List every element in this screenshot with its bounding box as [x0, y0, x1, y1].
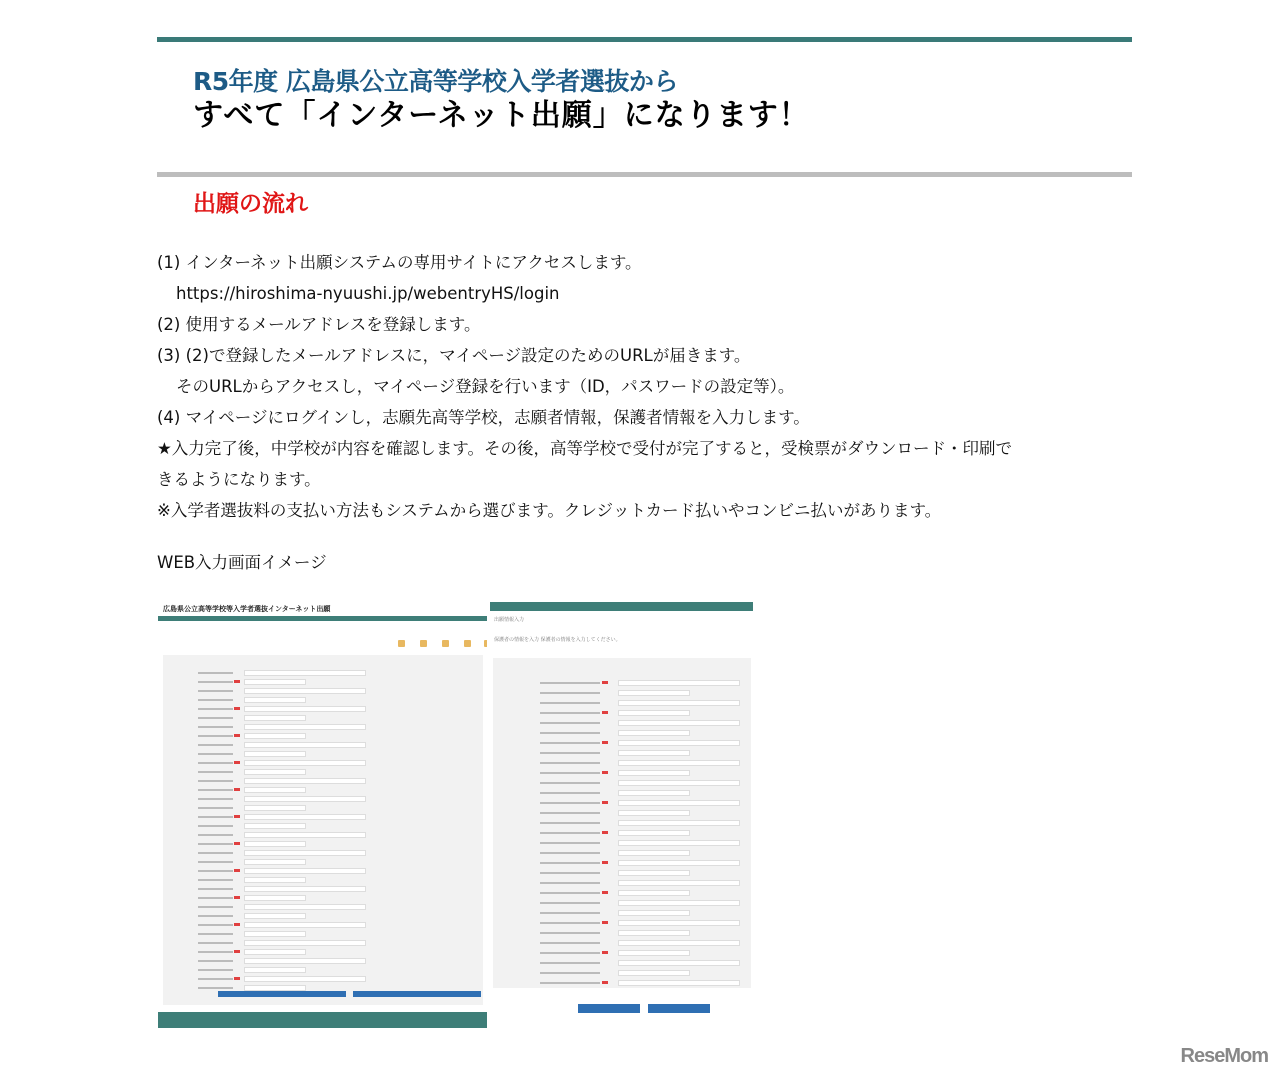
- required-badge: [602, 771, 608, 774]
- progress-step-icon: [420, 640, 427, 647]
- page-subtitle: R5年度 広島県公立高等学校入学者選抜から: [193, 67, 678, 96]
- form-input: [618, 810, 690, 816]
- required-badge: [234, 977, 240, 980]
- form-label: [540, 902, 600, 904]
- form-label: [198, 825, 233, 827]
- form-input: [244, 913, 306, 919]
- form-label: [198, 681, 233, 683]
- screenshot-header-bar: [490, 602, 753, 611]
- required-badge: [602, 891, 608, 894]
- form-label: [540, 972, 600, 974]
- form-label: [540, 802, 600, 804]
- required-badge: [234, 869, 240, 872]
- form-label: [540, 692, 600, 694]
- form-input: [618, 970, 690, 976]
- form-label: [540, 842, 600, 844]
- form-input: [618, 960, 740, 966]
- form-label: [540, 962, 600, 964]
- form-input: [244, 823, 306, 829]
- form-label: [198, 771, 233, 773]
- form-label: [198, 807, 233, 809]
- form-label: [540, 782, 600, 784]
- form-label: [198, 978, 233, 980]
- note-payment: ※入学者選抜料の支払い方法もシステムから選びます。クレジットカード払いやコンビニ払いがあります。: [157, 501, 942, 520]
- required-badge: [602, 741, 608, 744]
- form-input: [244, 688, 366, 694]
- form-input: [618, 760, 740, 766]
- form-label: [540, 682, 600, 684]
- required-badge: [234, 761, 240, 764]
- form-label: [540, 882, 600, 884]
- form-label: [540, 702, 600, 704]
- form-label: [198, 744, 233, 746]
- form-input: [244, 940, 366, 946]
- form-label: [540, 892, 600, 894]
- form-input: [244, 949, 306, 955]
- screenshot-header: 出願情報入力: [494, 617, 525, 623]
- form-label: [198, 690, 233, 692]
- required-badge: [234, 707, 240, 710]
- form-input: [244, 832, 366, 838]
- form-label: [198, 726, 233, 728]
- web-form-screenshot-right: [490, 602, 753, 1025]
- form-label: [198, 834, 233, 836]
- form-label: [198, 987, 233, 989]
- form-label: [198, 798, 233, 800]
- form-input: [244, 814, 366, 820]
- form-label: [540, 852, 600, 854]
- form-label: [540, 792, 600, 794]
- step-2: (2) 使用するメールアドレスを登録します。: [157, 315, 481, 334]
- form-label: [540, 732, 600, 734]
- form-label: [198, 708, 233, 710]
- screenshot-title: 広島県公立高等学校等入学者選抜インターネット出願: [163, 605, 331, 613]
- form-input: [618, 690, 690, 696]
- required-badge: [234, 680, 240, 683]
- page-title: すべて「インターネット出願」になります！: [193, 98, 810, 133]
- required-badge: [234, 896, 240, 899]
- form-label: [540, 722, 600, 724]
- form-label: [540, 822, 600, 824]
- form-input: [618, 770, 690, 776]
- screenshot-note: 保護者の情報を入力 保護者の情報を入力してください。: [494, 637, 621, 643]
- form-input: [244, 751, 306, 757]
- form-label: [540, 742, 600, 744]
- form-label: [198, 888, 233, 890]
- step-3: (3) (2)で登録したメールアドレスに，マイページ設定のためのURLが届きます。: [157, 346, 751, 365]
- form-input: [244, 796, 366, 802]
- form-label: [540, 862, 600, 864]
- top-divider: [157, 37, 1132, 42]
- login-url[interactable]: https://hiroshima-nyuushi.jp/webentryHS/login: [176, 284, 560, 303]
- form-label: [198, 942, 233, 944]
- form-label: [198, 915, 233, 917]
- required-badge: [602, 711, 608, 714]
- form-label: [540, 952, 600, 954]
- form-input: [244, 724, 366, 730]
- progress-step-icon: [398, 640, 405, 647]
- form-label: [540, 812, 600, 814]
- form-label: [198, 717, 233, 719]
- step-3-detail: そのURLからアクセスし，マイページ登録を行います（ID，パスワードの設定等）。: [176, 377, 795, 396]
- required-badge: [234, 923, 240, 926]
- form-label: [198, 951, 233, 953]
- progress-step-icon: [442, 640, 449, 647]
- form-input: [618, 680, 740, 686]
- form-input: [618, 740, 740, 746]
- required-badge: [602, 981, 608, 984]
- form-input: [618, 800, 740, 806]
- section-divider: [157, 172, 1132, 177]
- required-badge: [234, 842, 240, 845]
- progress-step-icon: [484, 640, 487, 647]
- form-input: [618, 830, 690, 836]
- form-input: [618, 920, 740, 926]
- form-input: [244, 967, 306, 973]
- required-badge: [602, 861, 608, 864]
- required-badge: [602, 831, 608, 834]
- form-label: [198, 924, 233, 926]
- screenshot-header-bar: [158, 616, 487, 621]
- form-input: [244, 769, 306, 775]
- required-badge: [234, 950, 240, 953]
- form-input: [244, 742, 366, 748]
- back-button: [218, 991, 346, 997]
- form-label: [198, 879, 233, 881]
- next-button: [648, 1004, 710, 1013]
- form-label: [198, 861, 233, 863]
- required-badge: [234, 788, 240, 791]
- section-heading: 出願の流れ: [193, 191, 308, 217]
- form-input: [244, 715, 306, 721]
- form-input: [618, 890, 690, 896]
- form-label: [198, 789, 233, 791]
- form-input: [618, 820, 740, 826]
- next-button: [353, 991, 481, 997]
- form-label: [540, 712, 600, 714]
- back-button: [578, 1004, 640, 1013]
- form-label: [198, 762, 233, 764]
- form-label: [198, 933, 233, 935]
- note-star: ★入力完了後，中学校が内容を確認します。その後，高等学校で受付が完了すると，受検票がダウンロード・印刷で: [157, 439, 1012, 458]
- form-label: [198, 870, 233, 872]
- required-badge: [602, 801, 608, 804]
- required-badge: [602, 681, 608, 684]
- form-input: [244, 670, 366, 676]
- form-input: [618, 880, 740, 886]
- form-input: [618, 730, 690, 736]
- form-label: [540, 832, 600, 834]
- form-input: [244, 859, 306, 865]
- form-label: [540, 762, 600, 764]
- form-input: [244, 931, 306, 937]
- form-label: [540, 872, 600, 874]
- form-input: [244, 679, 306, 685]
- form-input: [244, 868, 366, 874]
- form-input: [244, 904, 366, 910]
- form-label: [540, 922, 600, 924]
- flow-steps: [157, 247, 1137, 526]
- form-input: [244, 850, 366, 856]
- form-label: [198, 906, 233, 908]
- form-label: [540, 912, 600, 914]
- form-input: [244, 697, 306, 703]
- form-input: [244, 976, 366, 982]
- step-1: (1) インターネット出願システムの専用サイトにアクセスします。: [157, 253, 642, 272]
- form-input: [618, 720, 740, 726]
- form-label: [198, 699, 233, 701]
- web-form-screenshot-left: [158, 600, 487, 1028]
- form-input: [244, 733, 306, 739]
- form-input: [244, 706, 366, 712]
- progress-step-icon: [464, 640, 471, 647]
- form-input: [618, 840, 740, 846]
- required-badge: [234, 734, 240, 737]
- form-input: [244, 922, 366, 928]
- form-input: [618, 850, 690, 856]
- form-label: [198, 735, 233, 737]
- form-input: [618, 790, 690, 796]
- form-label: [540, 932, 600, 934]
- required-badge: [602, 951, 608, 954]
- form-input: [244, 760, 366, 766]
- form-label: [540, 752, 600, 754]
- form-input: [618, 950, 690, 956]
- form-label: [198, 780, 233, 782]
- form-label: [198, 960, 233, 962]
- form-label: [198, 816, 233, 818]
- required-badge: [234, 815, 240, 818]
- screenshot-footer: [158, 1012, 487, 1028]
- form-label: [198, 852, 233, 854]
- form-input: [618, 750, 690, 756]
- form-input: [618, 710, 690, 716]
- form-label: [540, 772, 600, 774]
- form-input: [618, 930, 690, 936]
- form-input: [618, 780, 740, 786]
- note-star-cont: きるようになります。: [157, 470, 321, 489]
- form-label: [540, 942, 600, 944]
- form-label: [198, 897, 233, 899]
- form-input: [618, 860, 740, 866]
- form-input: [244, 877, 306, 883]
- form-input: [618, 940, 740, 946]
- form-label: [540, 982, 600, 984]
- form-label: [198, 969, 233, 971]
- resemom-logo: ReseMom: [1180, 1045, 1268, 1067]
- step-4: (4) マイページにログインし，志願先高等学校，志願者情報，保護者情報を入力します。: [157, 408, 810, 427]
- form-input: [244, 958, 366, 964]
- form-input: [244, 805, 306, 811]
- form-label: [198, 843, 233, 845]
- form-input: [244, 841, 306, 847]
- form-input: [618, 870, 690, 876]
- form-label: [198, 672, 233, 674]
- form-input: [618, 980, 740, 986]
- form-input: [618, 700, 740, 706]
- form-input: [244, 778, 366, 784]
- form-input: [618, 910, 690, 916]
- required-badge: [602, 921, 608, 924]
- image-caption: WEB入力画面イメージ: [157, 553, 327, 572]
- form-input: [618, 900, 740, 906]
- form-input: [244, 895, 306, 901]
- form-input: [244, 886, 366, 892]
- form-label: [198, 753, 233, 755]
- form-input: [244, 787, 306, 793]
